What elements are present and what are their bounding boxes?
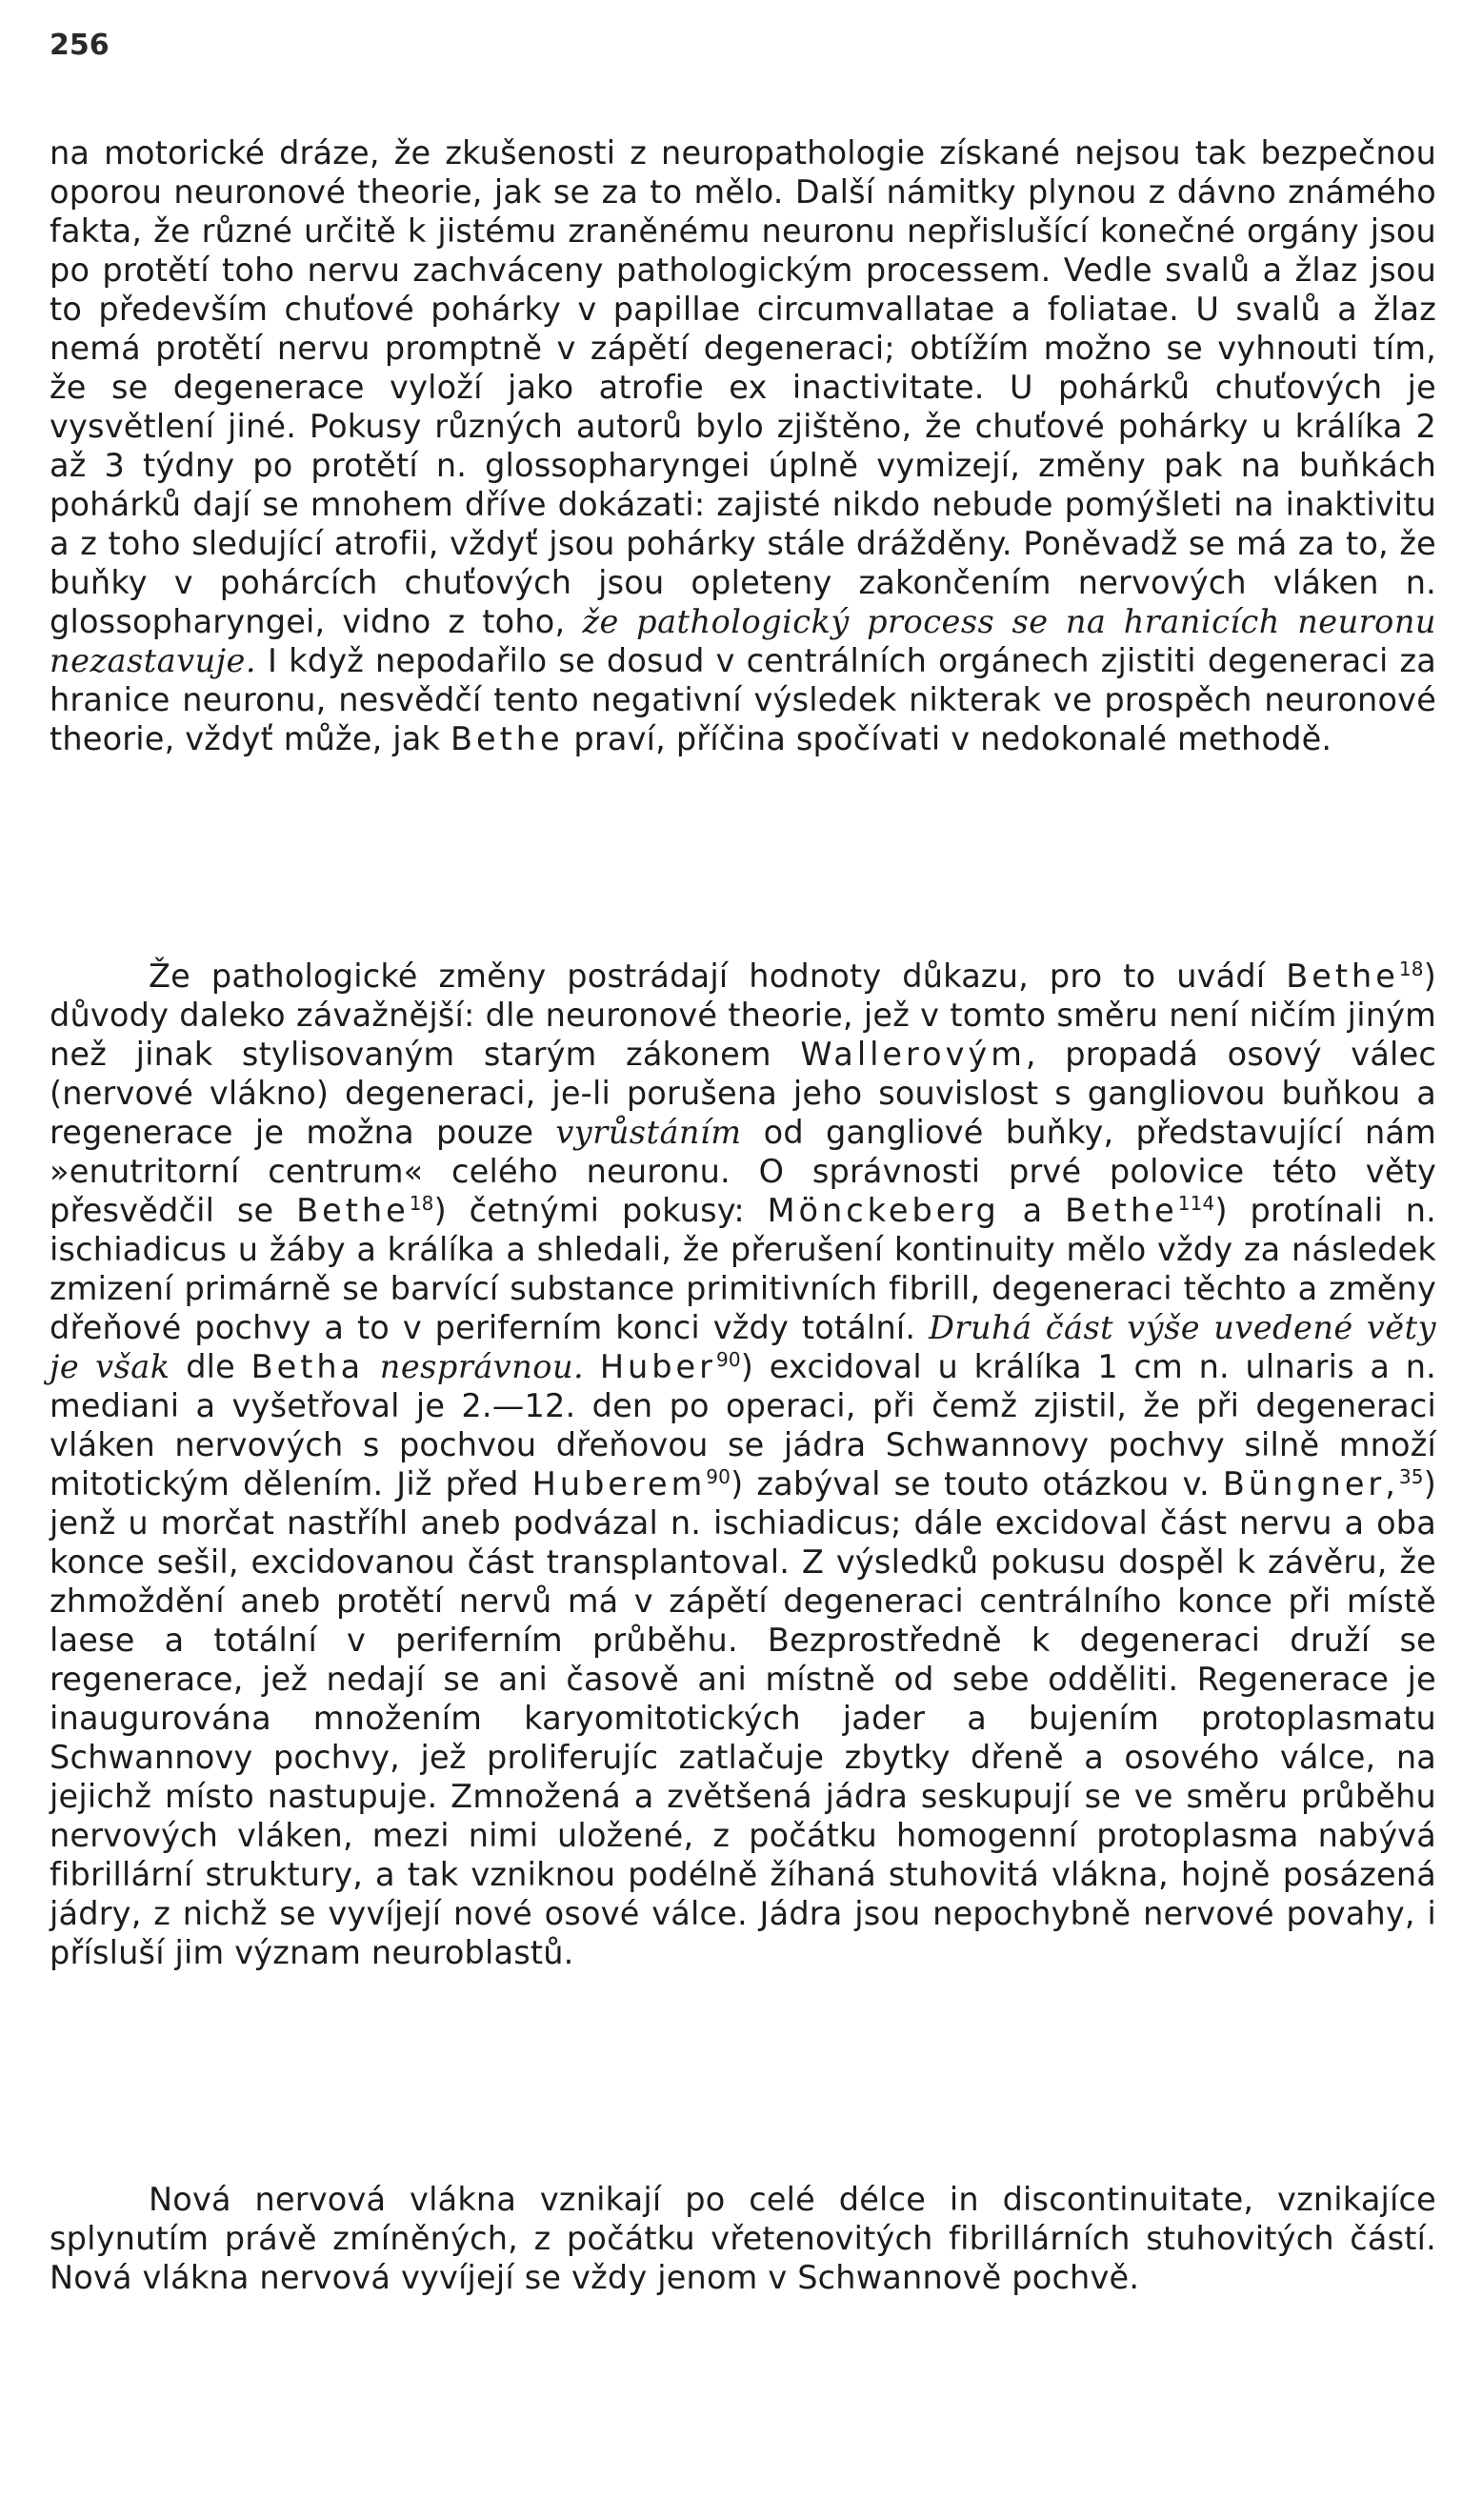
footnote-ref: 90 xyxy=(715,1347,741,1371)
author-name: Bethe xyxy=(1286,958,1399,995)
footnote-ref: 18 xyxy=(1398,957,1424,980)
text-run: od gangliové buňky, představující nám »enutritorní centrum« celého neuronu. O správnosti prvé polovice této věty přesvědčil se xyxy=(50,1114,1436,1229)
author-name: Büngner, xyxy=(1222,1465,1399,1502)
page-number: 256 xyxy=(50,29,110,62)
text-run: a xyxy=(999,1192,1066,1229)
text-run: , propadá osový válec (nervové vlákno) degeneraci, je-li porušena jeho souvislost s gangliovou buňkou a regenerace je možna pouze xyxy=(50,1036,1436,1151)
italic-phrase: vyrůstáním xyxy=(555,1114,742,1151)
author-name: Huberem xyxy=(531,1465,707,1502)
author-name: Huber xyxy=(599,1348,716,1385)
italic-phrase: Druhá část výše uvedené věty je však xyxy=(50,1309,1436,1385)
footnote-ref: 18 xyxy=(409,1191,434,1215)
text-run: na motorické dráze, že zkušenosti z neuropathologie získané nejsou tak bezpečnou oporou neuronové theorie, jak se za to mělo. Další námitky plynou z dávno známého fakta, že různé určitě k jistému zraněnému neuronu nepřislušící konečné orgány jsou po protětí toho nervu zachváceny pathologickým processem. Vedle svalů a žlaz jsou to především chuťové pohárky v papillae circumvallatae a foliatae. U svalů a žlaz nemá protětí nervu promptně v zápětí degeneraci; obtížím možno se vyhnouti tím, že se degenerace vyloží jako atrofie ex inactivitate. U pohárků chuťových je vysvětlení jiné. Pokusy různých autorů bylo zjištěno, že chuťové pohárky u králíka 2 až 3 týdny po protětí n. glossopharyngei úplně vymizejí, změny pak na buňkách pohárků dají se mnohem dříve dokázati: zajisté nikdo nebude pomýšleti na inaktivitu a z toho sledující atrofii, vždyť jsou pohárky stále drážděny. Poněvadž se má za to, že buňky v pohárcích chuťových jsou opleteny zakončením nervových vláken n. glossopharyngei, vidno z toho, xyxy=(50,134,1436,640)
text-run: Že pathologické změny postrádají hodnoty důkazu, pro to uvádí xyxy=(149,958,1287,995)
footnote-ref: 114 xyxy=(1177,1191,1215,1215)
text-run: ) důvody daleko závažnější: dle neuronové theorie, jež v tomto směru není ničím jiným než jinak stylisovaným starým zákonem xyxy=(50,958,1436,1073)
author-name: Mönckeberg xyxy=(767,1192,1000,1229)
text-run: ) protínali n. ischiadicus u žáby a králíka a shledali, že přerušení kontinuity mělo vždy za následek zmizení primárně se barvící substance primitivních fibrill, degeneraci těchto a změny dřeňové pochvy a to v periferním konci vždy totální. xyxy=(50,1192,1436,1346)
author-name: Betha xyxy=(250,1348,365,1385)
paragraph-2 xyxy=(50,957,1436,1972)
footnote-ref: 35 xyxy=(1398,1464,1424,1488)
text-run: praví, příčina spočívati v nedokonalé methodě. xyxy=(563,720,1332,757)
paragraph-3 xyxy=(50,2180,1436,2297)
footnote-ref: 90 xyxy=(706,1464,731,1488)
text-run: ) excidoval u králíka 1 cm n. ulnaris a n. mediani a vyšetřoval je 2.—12. den po operaci, při čemž zjistil, že při degeneraci vláken nervových s pochvou dřeňovou se jádra Schwannovy pochvy silně množí mitotickým dělením. Již před xyxy=(50,1348,1437,1502)
text-run: ) četnými pokusy: xyxy=(433,1192,768,1229)
text-run: Nová nervová vlákna vznikají po celé délce in discontinuitate, vznikajíce splynutím právě zmíněných, z počátku vřetenovitých fibrillárních stuhovitých částí. Nová vlákna nervová vyvíjejí se vždy jenom v Schwannově pochvě. xyxy=(50,2181,1436,2296)
text-run: dle xyxy=(170,1348,251,1385)
author-name: Bethe xyxy=(451,720,564,757)
text-run xyxy=(364,1348,380,1385)
italic-phrase: nesprávnou. xyxy=(379,1348,585,1385)
italic-phrase: že pathologický process se na hranicích neuronu nezastavuje. xyxy=(50,603,1437,679)
text-run: ) jenž u morčat nastříhl aneb podvázal n. ischiadicus; dále excidoval část nervu a oba konce sešil, excidovanou část transplantoval. Z výsledků pokusu dospěl k závěru, že zhmoždění aneb protětí nervů má v zápětí degeneraci centrálního konce při místě laese a totální v periferním průběhu. Bezprostředně k degeneraci druží se regenerace, jež nedají se ani časově ani místně od sebe odděliti. Regenerace je inaugurována množením karyomitotických jader a bujením protoplasmatu Schwannovy pochvy, jež proliferujíc zatlačuje zbytky dřeně a osového válce, na jejichž místo nastupuje. Zmnožená a zvětšená jádra seskupují se ve směru průběhu nervových vláken, mezi nimi uložené, z počátku homogenní protoplasma nabývá fibrillární struktury, a tak vzniknou podélně žíhaná stuhovitá vlákna, hojně posázená jádry, z nichž se vyvíjejí nové osové válce. Jádra jsou nepochybně nervové povahy, i přísluší jim význam neuroblastů. xyxy=(50,1465,1436,1971)
text-run: I když nepodařilo se dosud v centrálních orgánech zjistiti degeneraci za hranice neuronu, nesvědčí tento negativní výsledek nikterak ve prospěch neuronové theorie, vždyť může, jak xyxy=(50,642,1436,757)
author-name: Bethe xyxy=(1065,1192,1178,1229)
paragraph-1 xyxy=(50,133,1436,758)
author-name: Wallerovým xyxy=(800,1036,1026,1073)
text-run: ) zabýval se touto otázkou v. xyxy=(731,1465,1223,1502)
author-name: Bethe xyxy=(296,1192,410,1229)
text-run xyxy=(584,1348,600,1385)
